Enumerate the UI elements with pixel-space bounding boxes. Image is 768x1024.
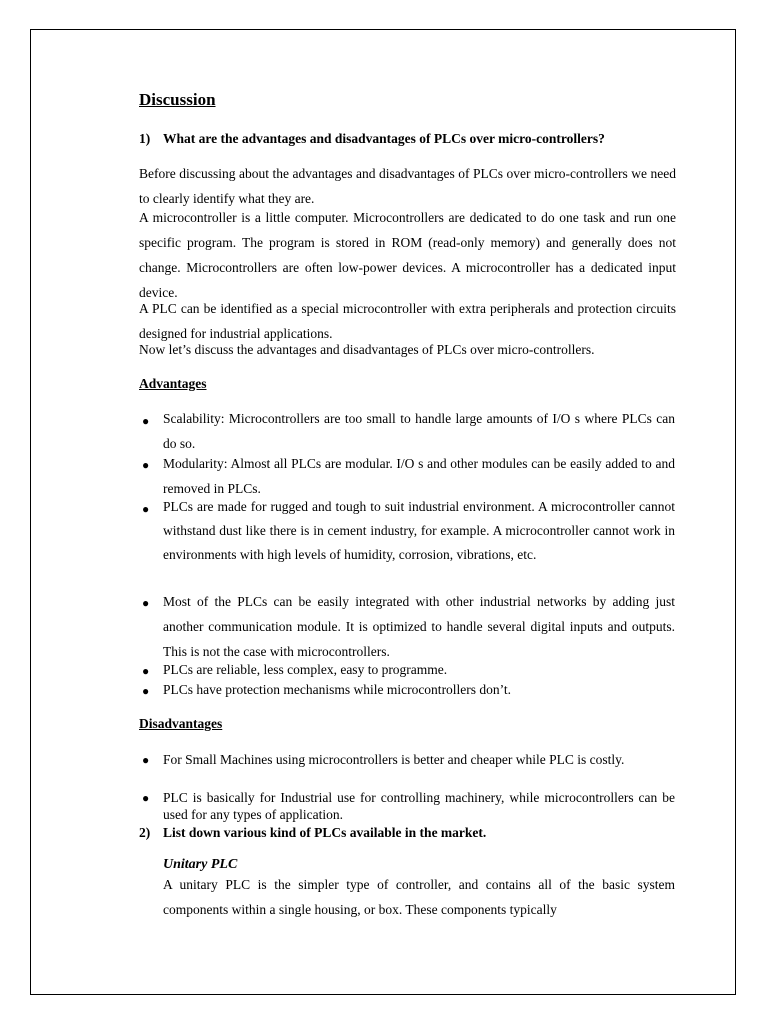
advantage-text: Modularity: Almost all PLCs are modular. I/O s and other modules can be easily added to and removed in PLCs. <box>163 456 675 496</box>
bullet-icon: ● <box>142 502 150 516</box>
disadvantages-heading: Disadvantages <box>139 716 223 731</box>
question-1 <box>0 131 768 151</box>
intro-paragraph-3: A PLC can be identified as a special microcontroller with extra peripherals and protection circuits designed for industrial applications. <box>139 301 676 341</box>
bullet-icon: ● <box>142 596 150 610</box>
advantage-text: PLCs have protection mechanisms while microcontrollers don’t. <box>163 682 512 697</box>
unitary-plc-paragraph: A unitary PLC is the simpler type of controller, and contains all of the basic system components within a single housing, or box. These components typically <box>163 877 675 917</box>
bullet-icon: ● <box>142 791 150 805</box>
advantage-text: PLCs are made for rugged and tough to suit industrial environment. A microcontroller cannot withstand dust like there is in cement industry, for example. A microcontroller cannot work in environments with high levels of humidity, corrosion, vibrations, etc. <box>163 499 675 562</box>
bullet-icon: ● <box>142 414 150 428</box>
bullet-icon: ● <box>142 684 150 698</box>
advantage-text: Most of the PLCs can be easily integrated with other industrial networks by adding just another communication module. It is optimized to handle several digital inputs and outputs. This is not the case with microcontrollers. <box>163 594 675 659</box>
advantage-text: Scalability: Microcontrollers are too small to handle large amounts of I/O s where PLCs can do so. <box>163 411 675 451</box>
question-2 <box>0 825 768 845</box>
question-1-number: 1) <box>139 131 151 146</box>
disadvantage-text: PLC is basically for Industrial use for controlling machinery, while microcontrollers can be used for any types of application. <box>163 790 675 822</box>
intro-paragraph-1: Before discussing about the advantages and disadvantages of PLCs over micro-controllers we need to clearly identify what they are. <box>139 166 676 206</box>
bullet-icon: ● <box>142 458 150 472</box>
question-2-number: 2) <box>139 825 151 840</box>
bullet-icon: ● <box>142 753 150 767</box>
advantages-heading: Advantages <box>139 376 207 391</box>
question-2-text: List down various kind of PLCs available in the market. <box>163 825 487 840</box>
question-1-text: What are the advantages and disadvantages of PLCs over micro-controllers? <box>163 131 605 146</box>
advantage-text: PLCs are reliable, less complex, easy to programme. <box>163 662 448 677</box>
intro-paragraph-4: Now let’s discuss the advantages and disadvantages of PLCs over micro-controllers. <box>139 342 595 357</box>
bullet-icon: ● <box>142 664 150 678</box>
intro-paragraph-2: A microcontroller is a little computer. Microcontrollers are dedicated to do one task and run one specific program. The program is stored in ROM (read-only memory) and generally does not change. Microcontrollers are often low-power devices. A microcontroller has a dedicated input device. <box>139 210 676 300</box>
disadvantage-text: For Small Machines using microcontrollers is better and cheaper while PLC is costly. <box>163 752 625 767</box>
page-title: Discussion <box>139 90 216 109</box>
unitary-plc-heading: Unitary PLC <box>163 857 238 872</box>
